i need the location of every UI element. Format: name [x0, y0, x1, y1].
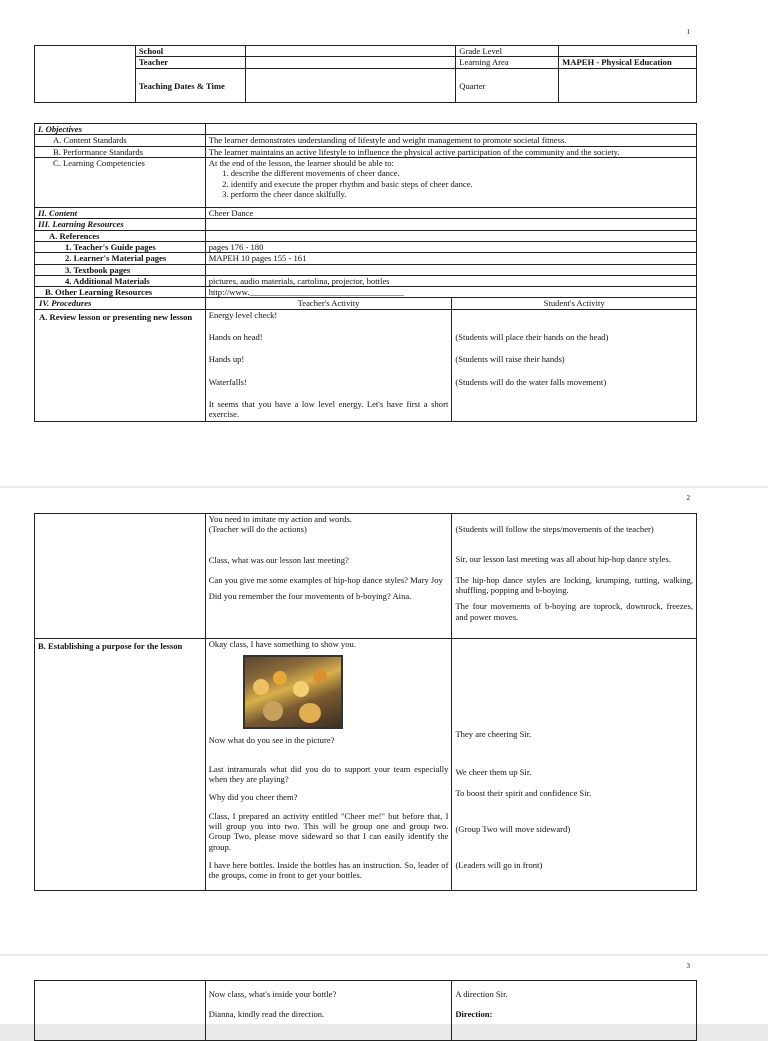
- teacher-line: Class, I prepared an activity entitled "Cheer me!" but before that, I will group you into two. This will be group one and group two. Group Two, please move sideward so that I can easily identify the group.: [208, 810, 449, 852]
- student-line: The four movements of b-boying are toprock, downrock, freezes, and power moves.: [455, 601, 693, 622]
- student-line: Direction:: [455, 1009, 493, 1020]
- review-lesson-label: A. Review lesson or presenting new lesson: [35, 309, 206, 421]
- student-line: A direction Sir.: [455, 989, 508, 999]
- student-line: (Students will place their hands on the head): [455, 332, 609, 343]
- quarter-label: Quarter: [456, 69, 559, 103]
- teacher-label: Teacher: [135, 57, 245, 69]
- quarter-value: [559, 69, 697, 103]
- teacher-line: Class, what was our lesson last meeting?: [208, 554, 349, 565]
- purpose-teacher-cell: [205, 639, 452, 891]
- teacher-line: I have here bottles. Inside the bottles has an instruction. So, leader of the groups, come in front to get your bottles.: [208, 859, 449, 881]
- review-teacher-cell-continued: [205, 514, 452, 639]
- page-number: 3: [686, 962, 690, 970]
- teacher-line: You need to imitate my action and words.: [208, 514, 352, 524]
- student-line: (Group Two will move sideward): [455, 823, 571, 834]
- school-label: School: [135, 46, 245, 57]
- student-line: (Students will follow the steps/movements of the teacher): [455, 524, 654, 534]
- resources-heading: III. Learning Resources: [35, 219, 206, 230]
- other-resources-value: http://www.____________________________________: [205, 287, 696, 298]
- student-line: The hip-hop dance styles are locking, krumping, tutting, walking, shuffling, popping and b-boying.: [455, 574, 693, 595]
- student-line: (Students will raise their hands): [455, 354, 565, 365]
- teacher-activity-header: Teacher's Activity: [205, 298, 452, 309]
- lesson-table: [34, 123, 697, 422]
- tg-label: 1. Teacher's Guide pages: [35, 241, 206, 252]
- competency-item: 1. describe the different movements of cheer dance.: [231, 168, 693, 178]
- review-student-cell-continued: [452, 514, 697, 639]
- teacher-line: Dianna, kindly read the direction.: [208, 1009, 325, 1020]
- lm-value: MAPEH 10 pages 155 - 161: [205, 253, 696, 264]
- purpose-student-cell: [452, 639, 697, 891]
- performance-standards-label: B. Performance Standards: [35, 146, 206, 157]
- student-line: To boost their spirit and confidence Sir.: [455, 787, 592, 798]
- teacher-line: Okay class, I have something to show you.: [208, 639, 356, 649]
- grade-label: Grade Level: [456, 46, 559, 57]
- am-value: pictures, audio materials, cartolina, projector, bottles: [205, 275, 696, 286]
- teacher-line: Now class, what's inside your bottle?: [208, 989, 337, 999]
- review-continued-label: [35, 514, 206, 639]
- grade-value: [559, 46, 697, 57]
- page3-student-cell: [452, 981, 697, 1041]
- competencies-list: [209, 168, 693, 199]
- review-student-cell: [452, 309, 697, 421]
- page-1: [0, 0, 768, 486]
- content-standards-label: A. Content Standards: [35, 135, 206, 146]
- procedures-heading: IV. Procedures: [35, 298, 206, 309]
- dates-label: Teaching Dates & Time: [135, 69, 245, 103]
- teacher-line: Last intramurals what did you do to support your team especially when they are playing?: [208, 763, 449, 784]
- teacher-line: (Teacher will do the actions): [208, 524, 307, 535]
- page3-label: [35, 981, 206, 1041]
- page-2: [0, 488, 768, 954]
- teacher-line: It seems that you have a low level energy. Let's have first a short exercise.: [208, 399, 449, 420]
- area-value: MAPEH - Physical Education: [559, 57, 697, 69]
- teacher-line: Can you give me some examples of hip-hop dance styles? Mary Joy: [208, 574, 443, 585]
- student-line: (Students will do the water falls movement): [455, 376, 607, 387]
- student-activity-header: Student's Activity: [452, 298, 697, 309]
- content-heading: II. Content: [35, 207, 206, 218]
- page-3: [0, 956, 768, 1024]
- student-line: They are cheering Sir.: [455, 729, 532, 739]
- am-label: 4. Additional Materials: [35, 275, 206, 286]
- performance-standards-text: The learner maintains an active lifestyle to influence the physical active participation of the community and the society.: [205, 146, 696, 157]
- lm-label: 2. Learner's Material pages: [35, 253, 206, 264]
- teacher-line: Hands on head!: [208, 332, 263, 343]
- page-number: 2: [686, 494, 690, 502]
- dates-value: [245, 69, 456, 103]
- school-value: [245, 46, 456, 57]
- competency-item: 3. perform the cheer dance skilfully.: [231, 189, 693, 199]
- competencies-label: C. Learning Competencies: [35, 157, 206, 207]
- tb-label: 3. Textbook pages: [35, 264, 206, 275]
- other-resources-label: B. Other Learning Resources: [35, 287, 206, 298]
- procedures-table-continued: [34, 513, 697, 891]
- header-table: [34, 45, 697, 103]
- logo-cell: [35, 46, 136, 103]
- objectives-heading: I. Objectives: [35, 124, 206, 135]
- procedures-table-page3: [34, 980, 697, 1041]
- purpose-label: B. Establishing a purpose for the lesson: [35, 639, 206, 891]
- page3-teacher-cell: [205, 981, 452, 1041]
- review-teacher-cell: [205, 309, 452, 421]
- content-value: Cheer Dance: [205, 207, 696, 218]
- cheering-crowd-photo: [243, 655, 343, 729]
- area-label: Learning Area: [456, 57, 559, 69]
- teacher-line: Did you remember the four movements of b-boying? Aina.: [208, 591, 412, 602]
- student-line: We cheer them up Sir.: [455, 767, 532, 778]
- teacher-line: Energy level check!: [208, 309, 278, 320]
- student-line: Sir, our lesson last meeting was all about hip-hop dance styles.: [455, 554, 671, 565]
- teacher-line: Now what do you see in the picture?: [208, 735, 335, 746]
- teacher-value: [245, 57, 456, 69]
- page-number: 1: [686, 28, 690, 36]
- competencies-intro: At the end of the lesson, the learner should be able to:: [208, 157, 394, 168]
- competency-item: 2. identify and execute the proper rhythm and basic steps of cheer dance.: [231, 179, 693, 189]
- tg-value: pages 176 - 180: [205, 241, 696, 252]
- competencies-cell: [205, 157, 696, 207]
- teacher-line: Why did you cheer them?: [208, 792, 298, 803]
- content-standards-text: The learner demonstrates understanding of lifestyle and weight management to promote societal fitness.: [205, 135, 696, 146]
- teacher-line: Waterfalls!: [208, 376, 247, 387]
- references-label: A. References: [35, 230, 206, 241]
- teacher-line: Hands up!: [208, 354, 245, 365]
- student-line: (Leaders will go in front): [455, 860, 543, 871]
